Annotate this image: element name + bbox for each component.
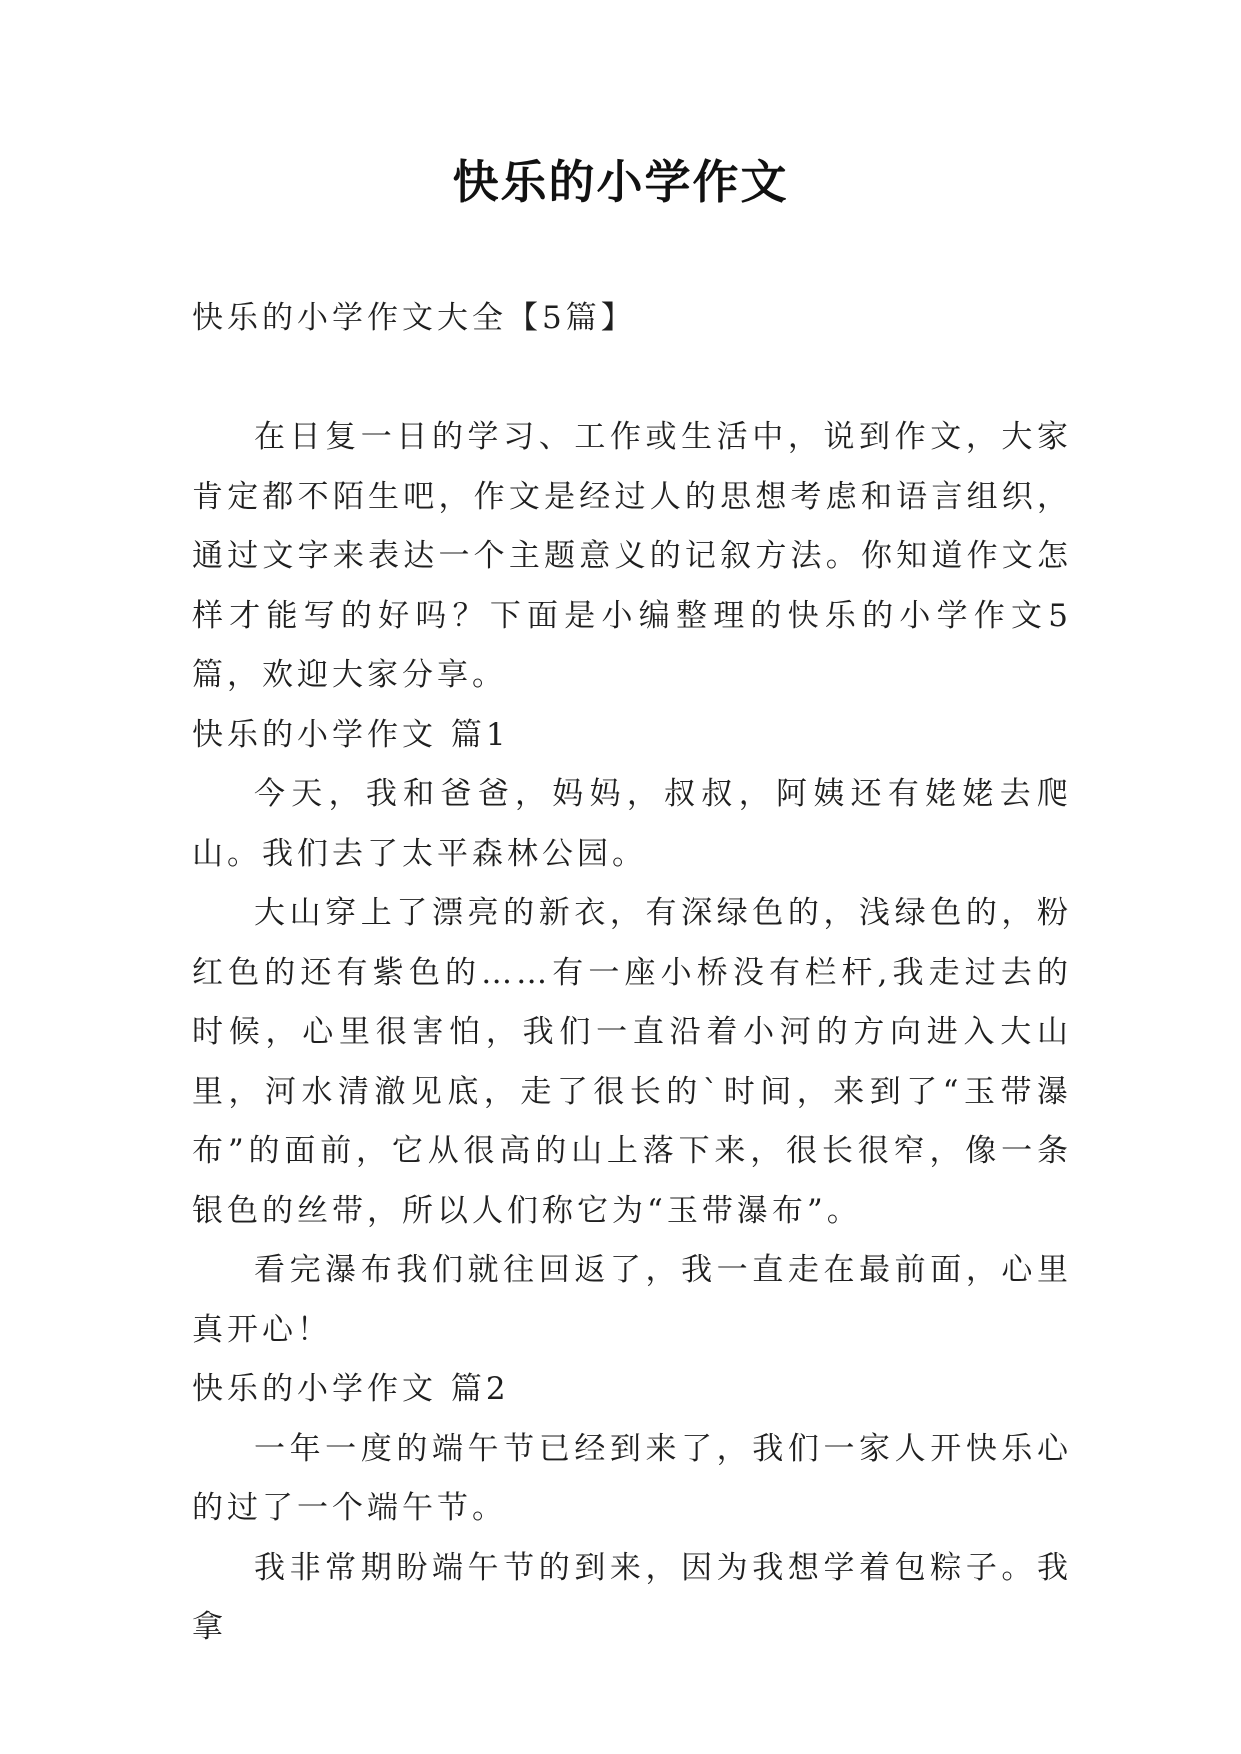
- essay-1-paragraph-3: 看完瀑布我们就往回返了，我一直走在最前面，心里真开心！: [192, 1252, 1072, 1348]
- blank-line: [192, 348, 1072, 408]
- essay-2-paragraph-1: 一年一度的端午节已经到来了，我们一家人开快乐心的过了一个端午节。: [192, 1430, 1072, 1526]
- essay-2-paragraph-2: 我非常期盼端午节的到来，因为我想学着包粽子。我拿: [192, 1549, 1072, 1645]
- document-title: 快乐的小学作文: [452, 155, 789, 209]
- essay-2-heading: 快乐的小学作文 篇2: [192, 1371, 510, 1407]
- document-body: [192, 288, 1072, 1658]
- document-subtitle: 快乐的小学作文大全【5篇】: [192, 300, 636, 336]
- essay-1-paragraph-1: 今天，我和爸爸，妈妈，叔叔，阿姨还有姥姥去爬山。我们去了太平森林公园。: [192, 776, 1072, 872]
- essay-1-paragraph-2: 大山穿上了漂亮的新衣，有深绿色的，浅绿色的，粉红色的还有紫色的……有一座小桥没有栏杆,我走过去的时候，心里很害怕，我们一直沿着小河的方向进入大山里，河水清澈见底，走了很长的`时间，来到了“玉带瀑布”的面前，它从很高的山上落下来，很长很窄，像一条银色的丝带，所以人们称它为“玉带瀑布”。: [192, 895, 1072, 1229]
- intro-paragraph: 在日复一日的学习、工作或生活中，说到作文，大家肯定都不陌生吧，作文是经过人的思想考虑和语言组织，通过文字来表达一个主题意义的记叙方法。你知道作文怎样才能写的好吗？下面是小编整理的快乐的小学作文5篇，欢迎大家分享。: [192, 419, 1072, 693]
- essay-1-heading: 快乐的小学作文 篇1: [192, 716, 510, 753]
